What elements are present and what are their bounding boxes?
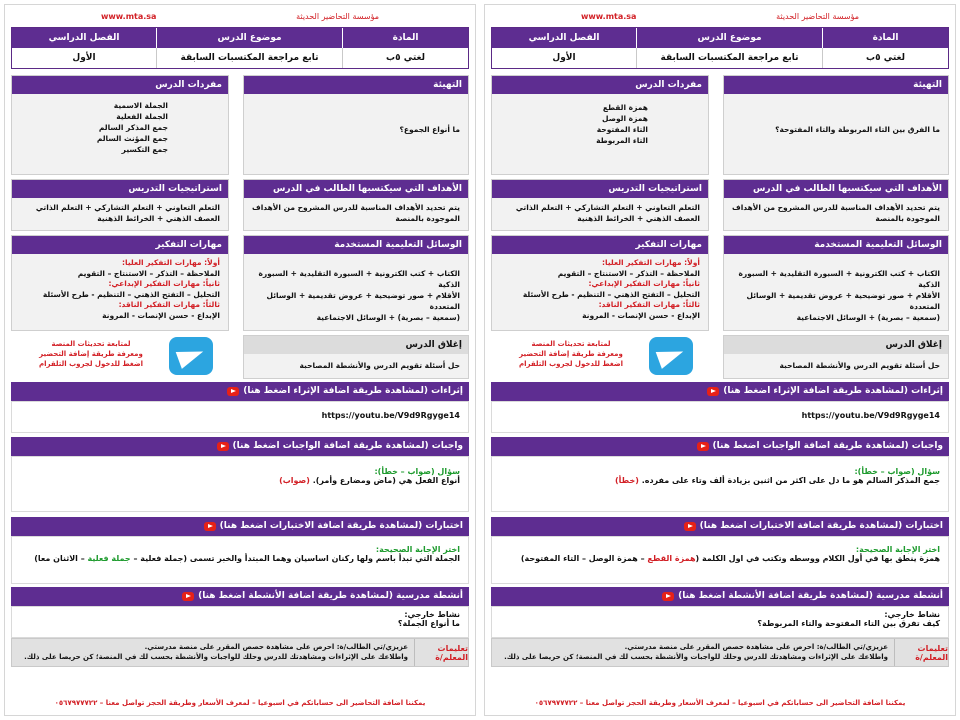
site-url[interactable]: www.mta.sa (101, 12, 157, 21)
youtube-icon[interactable] (227, 387, 239, 396)
enrichment-section (11, 382, 469, 433)
strategies-line: العصف الذهني + الخرائط الذهنية (577, 214, 700, 223)
strategies-title: استراتيجيات التدريس (492, 180, 708, 198)
thinking-box (491, 235, 709, 331)
teacher-notes-line: واطلاعك على الإثراءات ومشاهدتك للدرس وحلك للواجبات والأنشطة بحسب لك في المنصة؛ كن حريصا على ذلك. (24, 653, 408, 661)
thinking-line: الملاحظة – التذكر – الاستنتاج – التقويم (557, 268, 700, 278)
closing-text: حل أسئلة تقويم الدرس والأنشطة المصاحبة (779, 361, 940, 370)
goals-box (723, 179, 949, 231)
vocab-item: التاء المفتوحة (596, 125, 648, 134)
vocab-item: الجملة الفعلية (116, 112, 168, 121)
vocab-title: مفردات الدرس (12, 76, 228, 94)
lesson-sheet-left (4, 4, 476, 716)
aids-line: الكتاب + كتب الكترونية + السبورة التقليدية + السبورة الذكية (738, 269, 940, 289)
footer-contact: يمكننا اضافة التحاضير الى حساباتكم في اسبوعيا – لمعرف الأسعار وطريقة الحجز تواصل معنا – ٠٥٦٧٩٧٧٧٢٢ (54, 699, 426, 707)
aids-line: (سمعية – بصرية) + الوسائل الاجتماعية (796, 313, 940, 322)
vocab-item: التاء المربوطة (596, 136, 648, 145)
activity-text: كيف تفرق بين التاء المفتوحة والتاء المربوطة؟ (757, 619, 940, 628)
tests-question-end: – الاثنان معا) (34, 554, 88, 563)
closing-box (243, 335, 469, 379)
topic-header: موضوع الدرس (636, 28, 822, 48)
homework-question: أنواع الفعل هي (ماض ومضارع وأمر). (312, 476, 460, 485)
teacher-notes (491, 638, 949, 667)
subject-value: لغتي ٥ب (342, 48, 468, 68)
enrichment-section (491, 382, 949, 433)
strategies-title: استراتيجيات التدريس (12, 180, 228, 198)
goals-text: يتم تحديد الأهداف المناسبة للدرس المشروح من الأهداف الموجودة بالمنصة (731, 203, 940, 223)
subject-header: المادة (822, 28, 948, 48)
tests-section (11, 517, 469, 584)
activities-title[interactable]: أنشطة مدرسية (لمشاهدة طريقة اضافة الأنشطة اضغط هنا) (678, 591, 943, 601)
thinking-line: التحليل – التفتح الذهني – التنظيم - طرح الأسئلة (42, 289, 220, 299)
subject-value: لغتي ٥ب (822, 48, 948, 68)
thinking-box (11, 235, 229, 331)
tests-answer: همزة القطع (647, 554, 696, 563)
teacher-notes-line: عزيزي/تي الطالب/ة: احرص على مشاهدة حصص المقرر على منصة مدرستي. (624, 643, 888, 651)
topic-value: تابع مراجعة المكتسبات السابقة (636, 48, 822, 68)
thinking-heading: ثانياً: مهارات التفكير الإبداعي: (588, 279, 700, 288)
enrichment-title[interactable]: إثراءات (لمشاهدة طريقة اضافة الإثراء اضغط هنا) (723, 386, 943, 396)
teacher-notes (11, 638, 469, 667)
warmup-text: ما الفرق بين التاء المربوطة والتاء المفتوحة؟ (775, 125, 940, 134)
tests-header[interactable] (11, 517, 469, 536)
warmup-box (243, 75, 469, 175)
strategies-box (491, 179, 709, 231)
footer-contact: يمكننا اضافة التحاضير الى حساباتكم في اسبوعيا – لمعرف الأسعار وطريقة الحجز تواصل معنا – ٠٥٦٧٩٧٧٧٢٢ (534, 699, 906, 707)
org-name: مؤسسة التحاضير الحديثة (296, 12, 379, 21)
homework-title[interactable]: واجبات (لمشاهدة طريقة اضافة الواجبات اضغط هنا) (232, 441, 463, 451)
tests-question: همزة ينطق بها في أول الكلام ووسطه وتكتب في اول الكلمة ( (695, 554, 940, 563)
term-value: الأول (552, 53, 576, 63)
homework-question-label: سؤال (صواب – خطأ): (374, 467, 460, 476)
youtube-icon[interactable] (217, 442, 229, 451)
homework-title[interactable]: واجبات (لمشاهدة طريقة اضافة الواجبات اضغط هنا) (712, 441, 943, 451)
aids-box (723, 235, 949, 331)
vocab-item: جمع التكسير (121, 145, 168, 154)
term-header: الفصل الدراسي (528, 33, 600, 43)
enrichment-header[interactable] (11, 382, 469, 401)
vocab-item: جمع المؤنث السالم (96, 134, 168, 143)
aids-line: (سمعية – بصرية) + الوسائل الاجتماعية (316, 313, 460, 322)
tests-title[interactable]: اختبارات (لمشاهدة طريقة اضافة الاختبارات اضغط هنا) (699, 521, 943, 531)
telegram-icon[interactable] (649, 337, 693, 375)
aids-line: الكتاب + كتب الكترونية + السبورة التقليدية + السبورة الذكية (258, 269, 460, 289)
telegram-text: ومعرفة طريقة إضافة التحضير (519, 350, 623, 358)
vocab-title: مفردات الدرس (492, 76, 708, 94)
youtube-icon[interactable] (697, 442, 709, 451)
topic-header: موضوع الدرس (156, 28, 342, 48)
youtube-icon[interactable] (662, 592, 674, 601)
thinking-heading: أولاً: مهارات التفكير العليا: (122, 258, 220, 267)
activity-label: نشاط خارجي: (404, 610, 460, 619)
activities-header[interactable] (491, 587, 949, 606)
telegram-promo[interactable] (11, 335, 229, 379)
homework-answer: (صواب) (279, 476, 310, 485)
activity-label: نشاط خارجي: (884, 610, 940, 619)
tests-question-end: – همزة الوصل – التاء المفتوحة) (520, 554, 648, 563)
enrichment-title[interactable]: إثراءات (لمشاهدة طريقة اضافة الإثراء اضغط هنا) (243, 386, 463, 396)
org-name: مؤسسة التحاضير الحديثة (776, 12, 859, 21)
homework-question-label: سؤال (صواب – خطأ): (854, 467, 940, 476)
thinking-line: الإبداع - حسن الإنصات - المرونة (102, 310, 220, 320)
activities-section (11, 587, 469, 638)
homework-section (491, 437, 949, 512)
aids-box (243, 235, 469, 331)
tests-header[interactable] (491, 517, 949, 536)
tests-question-label: اختر الإجابة الصحيحة: (855, 545, 940, 554)
lesson-info-table (491, 27, 949, 69)
vocab-item: جمع المذكر السالم (98, 123, 168, 132)
closing-box (723, 335, 949, 379)
strategies-line: التعلم التعاوني + التعلم التشاركي + التعلم الذاتي (515, 203, 700, 212)
telegram-text: لمتابعة تحديثات المنصة (51, 340, 131, 348)
closing-title: إغلاق الدرس (244, 336, 468, 354)
vocab-box (491, 75, 709, 175)
tests-title[interactable]: اختبارات (لمشاهدة طريقة اضافة الاختبارات اضغط هنا) (219, 521, 463, 531)
activity-text: ما أنواع الجملة؟ (397, 619, 460, 628)
youtube-icon[interactable] (204, 522, 216, 531)
homework-section (11, 437, 469, 512)
telegram-promo[interactable] (491, 335, 709, 379)
thinking-title: مهارات التفكير (492, 236, 708, 254)
goals-title: الأهداف التي سيكتسبها الطالب في الدرس (244, 180, 468, 198)
homework-header[interactable] (491, 437, 949, 456)
telegram-icon[interactable] (169, 337, 213, 375)
telegram-text: اضغط للدخول لجروب التلقرام (38, 360, 144, 368)
thinking-title: مهارات التفكير (12, 236, 228, 254)
aids-line: الأقلام + صور توضيحية + عروض تقديمية + الوسائل المتعددة (746, 291, 940, 311)
tests-section (491, 517, 949, 584)
aids-title: الوسائل التعليمية المستخدمة (244, 236, 468, 254)
vocab-box (11, 75, 229, 175)
goals-title: الأهداف التي سيكتسبها الطالب في الدرس (724, 180, 948, 198)
teacher-notes-line: عزيزي/تي الطالب/ة: احرص على مشاهدة حصص المقرر على منصة مدرستي. (144, 643, 408, 651)
homework-question: جمع المذكر السالم هو ما دل على اكثر من اثنين بزيادة ألف وتاء على مفرده. (641, 476, 940, 485)
topic-value: تابع مراجعة المكتسبات السابقة (156, 48, 342, 68)
homework-header[interactable] (11, 437, 469, 456)
homework-answer: (خطأ) (615, 476, 639, 485)
telegram-text: ومعرفة طريقة إضافة التحضير (39, 350, 143, 358)
enrichment-header[interactable] (491, 382, 949, 401)
lesson-sheet-right (484, 4, 956, 716)
vocab-item: همزة الوصل (602, 114, 648, 123)
closing-text: حل أسئلة تقويم الدرس والأنشطة المصاحبة (299, 361, 460, 370)
lesson-info-table (11, 27, 469, 69)
vocab-item: الجملة الاسمية (113, 101, 168, 110)
warmup-title: التهيئة (724, 76, 948, 94)
thinking-line: الإبداع - حسن الإنصات - المرونة (582, 310, 700, 320)
term-value: الأول (72, 53, 96, 63)
warmup-text: ما أنواع الجموع؟ (399, 125, 460, 134)
sheet-top-line (491, 11, 949, 25)
tests-answer: جملة فعلية (87, 554, 131, 563)
strategies-line: العصف الذهني + الخرائط الذهنية (97, 214, 220, 223)
thinking-heading: أولاً: مهارات التفكير العليا: (602, 258, 700, 267)
tests-question-label: اختر الإجابة الصحيحة: (375, 545, 460, 554)
thinking-heading: ثانياً: مهارات التفكير الإبداعي: (108, 279, 220, 288)
site-url[interactable]: www.mta.sa (581, 12, 637, 21)
activities-header[interactable] (11, 587, 469, 606)
goals-text: يتم تحديد الأهداف المناسبة للدرس المشروح من الأهداف الموجودة بالمنصة (251, 203, 460, 223)
teacher-notes-label: تعليمات المعلم/ة (894, 639, 948, 666)
youtube-icon[interactable] (182, 592, 194, 601)
enrichment-link[interactable]: https://youtu.be/V9d9Rgyge14 (801, 411, 940, 420)
teacher-notes-label: تعليمات المعلم/ة (414, 639, 468, 666)
closing-title: إغلاق الدرس (724, 336, 948, 354)
warmup-box (723, 75, 949, 175)
thinking-heading: ثالثاً: مهارات التفكير الناقد: (118, 300, 220, 309)
thinking-heading: ثالثاً: مهارات التفكير الناقد: (598, 300, 700, 309)
vocab-item: همزة القطع (602, 103, 648, 112)
activities-title[interactable]: أنشطة مدرسية (لمشاهدة طريقة اضافة الأنشطة اضغط هنا) (198, 591, 463, 601)
telegram-text: لمتابعة تحديثات المنصة (531, 340, 611, 348)
strategies-line: التعلم التعاوني + التعلم التشاركي + التعلم الذاتي (35, 203, 220, 212)
sheet-top-line (11, 11, 469, 25)
aids-title: الوسائل التعليمية المستخدمة (724, 236, 948, 254)
enrichment-link[interactable]: https://youtu.be/V9d9Rgyge14 (321, 411, 460, 420)
subject-header: المادة (342, 28, 468, 48)
thinking-line: الملاحظة – التذكر – الاستنتاج – التقويم (77, 268, 220, 278)
youtube-icon[interactable] (684, 522, 696, 531)
goals-box (243, 179, 469, 231)
term-header: الفصل الدراسي (48, 33, 120, 43)
youtube-icon[interactable] (707, 387, 719, 396)
strategies-box (11, 179, 229, 231)
tests-question: الجملة التي تبدأ باسم ولها ركنان اساسيان وهما المبتدأ والخبر تسمى (جملة فعلية – (130, 554, 460, 563)
activities-section (491, 587, 949, 638)
aids-line: الأقلام + صور توضيحية + عروض تقديمية + الوسائل المتعددة (266, 291, 460, 311)
warmup-title: التهيئة (244, 76, 468, 94)
teacher-notes-line: واطلاعك على الإثراءات ومشاهدتك للدرس وحلك للواجبات والأنشطة بحسب لك في المنصة؛ كن حريصا على ذلك. (504, 653, 888, 661)
telegram-text: اضغط للدخول لجروب التلقرام (518, 360, 624, 368)
thinking-line: التحليل – التفتح الذهني – التنظيم - طرح الأسئلة (522, 289, 700, 299)
